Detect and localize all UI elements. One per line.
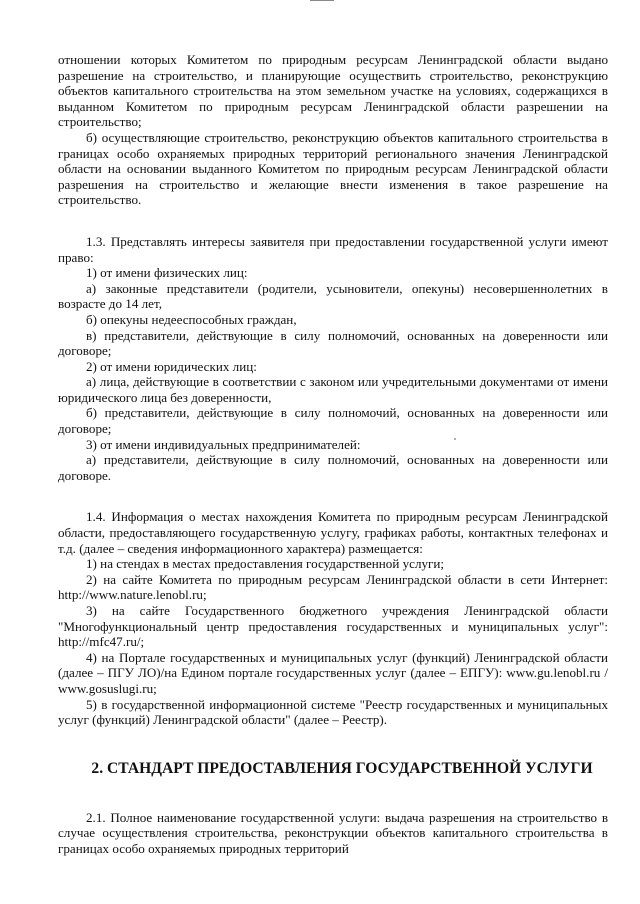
paragraph: 4) на Портале государственных и муниципальных услуг (функций) Ленинградской области (далее – ПГУ ЛО)/на Едином портале государственных услуг (далее – ЕПГУ): www.gu.lenobl.ru / www.gosuslugi.ru;	[58, 649, 608, 696]
paragraph: в) представители, действующие в силу полномочий, основанных на доверенности или договоре;	[58, 327, 608, 359]
spacer	[58, 778, 608, 810]
spacer	[58, 483, 608, 509]
spacer	[58, 208, 608, 234]
section-1-3	[58, 234, 608, 484]
scan-speck	[454, 438, 456, 440]
paragraph: 3) на сайте Государственного бюджетного учреждения Ленинградской области "Многофункциональный центр предоставления государственных и муниципальных услуг": http://mfc47.ru/;	[58, 603, 608, 650]
paragraph: б) опекуны недееспособных граждан,	[86, 311, 297, 327]
paragraph: а) представители, действующие в силу полномочий, основанных на доверенности или договоре.	[58, 452, 608, 483]
paragraph: 1.4. Информация о местах нахождения Комитета по природным ресурсам Ленинградской области, предоставляющего государственную услугу, графиках работы, контактных телефонах и т.д. (далее – сведения информационного характера) размещается:	[58, 509, 608, 556]
paragraph: 2.1. Полное наименование государственной услуги: выдача разрешения на строительство в случае осуществления строительства, реконструкции объектов капитального строительства в границах особо охраняемых природных территорий	[58, 809, 608, 856]
paragraph: 3) от имени индивидуальных предпринимателей:	[86, 436, 361, 452]
spacer	[58, 728, 608, 760]
scan-edge-mark	[310, 0, 334, 1]
paragraph: б) осуществляющие строительство, реконструкцию объектов капитального строительства в границах особо охраняемых природных территорий регионального значения Ленинградской области на основании выданного Комитетом по природным ресурсам Ленинградской области разрешения на строительство и желающие внести изменения в такое разрешение на строительство.	[58, 129, 608, 208]
paragraph: а) лица, действующие в соответствии с законом или учредительными документами от имени юридического лица без доверенности,	[58, 374, 608, 405]
paragraph: 5) в государственной информационной системе "Реестр государственных и муниципальных услуг (функций) Ленинградской области" (далее – Реестр).	[58, 696, 608, 728]
paragraph: 2) от имени юридических лиц:	[86, 358, 257, 374]
paragraph: б) представители, действующие в силу полномочий, основанных на доверенности или договоре;	[58, 405, 608, 437]
paragraph: 2) на сайте Комитета по природным ресурсам Ленинградской области в сети Интернет: http://www.nature.lenobl.ru;	[58, 571, 608, 603]
section-2-1	[58, 810, 608, 857]
paragraph: 1) от имени физических лиц:	[86, 265, 248, 281]
paragraph: а) законные представители (родители, усыновители, опекуны) несовершеннолетних в возрасте до 14 лет,	[58, 280, 608, 312]
paragraph: отношении которых Комитетом по природным ресурсам Ленинградской области выдано разрешение на строительство, и планирующие осуществить строительство, реконструкцию объектов капитального строительства на этом земельном участке на условиях, содержащихся в выданном Комитетом по природным ресурсам Ленинградской области разрешении на строительство;	[58, 52, 608, 130]
section-heading-2: 2. СТАНДАРТ ПРЕДОСТАВЛЕНИЯ ГОСУДАРСТВЕННОЙ УСЛУГИ	[91, 759, 593, 777]
paragraph: 1.3. Представлять интересы заявителя при предоставлении государственной услуги имеют право:	[58, 233, 608, 265]
paragraphs-before	[58, 52, 608, 208]
section-1-4	[58, 509, 608, 727]
paragraph: 1) на стендах в местах предоставления государственной услуги;	[86, 556, 445, 572]
